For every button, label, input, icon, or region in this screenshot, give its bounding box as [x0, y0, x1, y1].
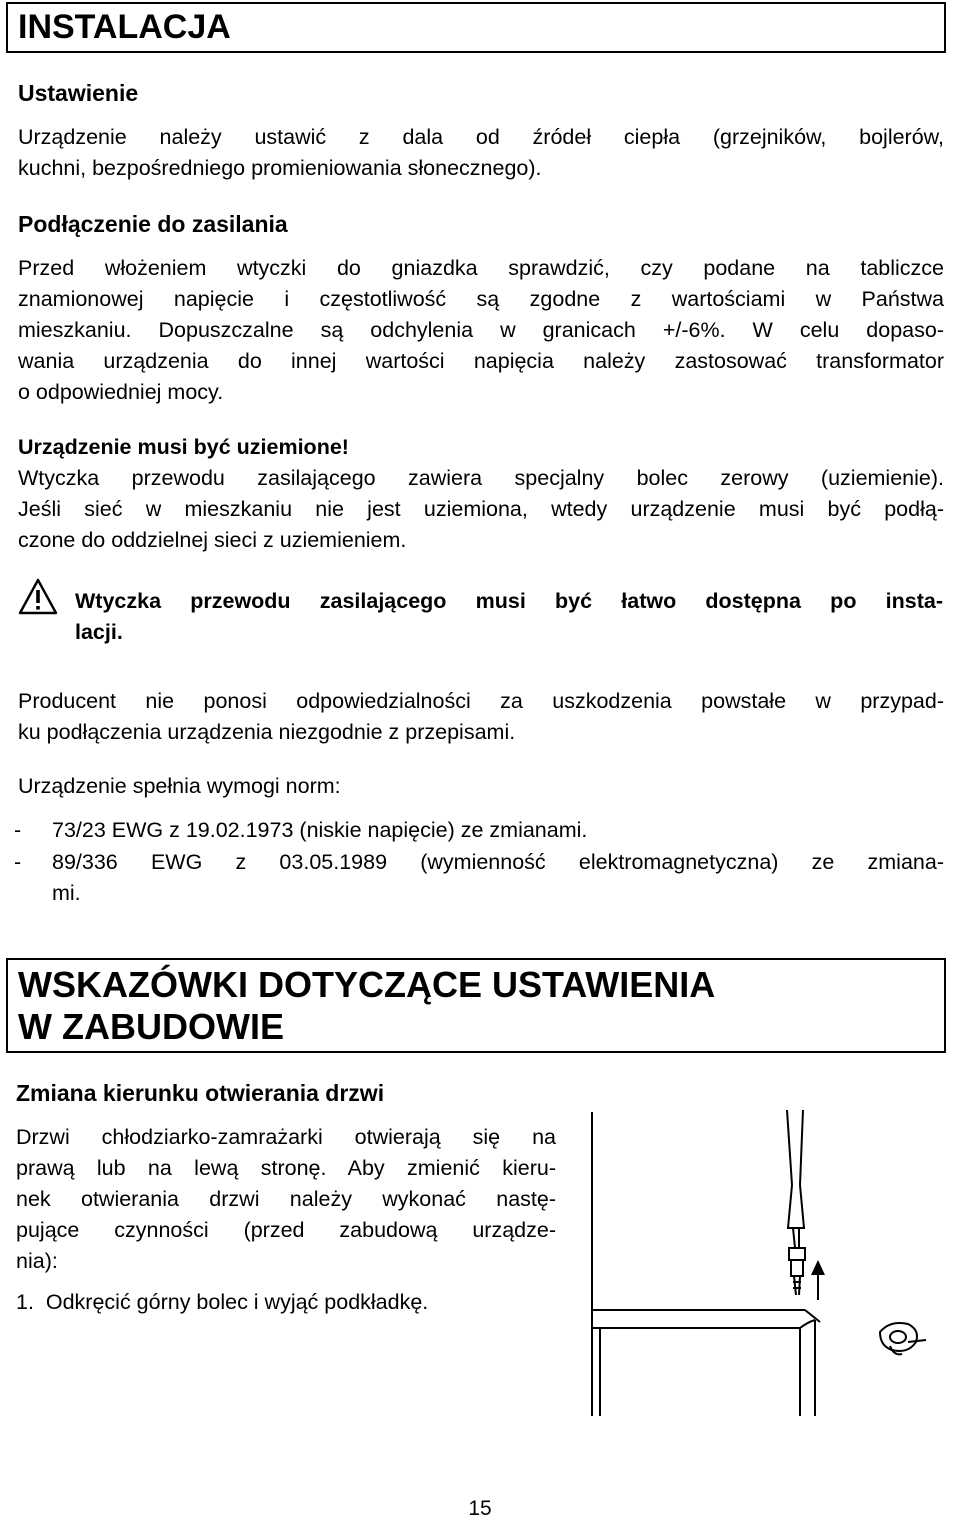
- text-line: Wtyczka przewodu zasilającego zawiera specjalny bolec zerowy (uziemienie).: [18, 466, 944, 490]
- section-title-line: WSKAZÓWKI DOTYCZĄCE USTAWIENIA: [18, 964, 716, 1005]
- step-1: 1. Odkręcić górny bolec i wyjąć podkładkę.: [16, 1290, 429, 1314]
- warning-text: [75, 586, 943, 648]
- grounding-warning-bold: Urządzenie musi być uziemione!: [18, 435, 349, 459]
- text-line: czone do oddzielnej sieci z uziemieniem.: [18, 528, 407, 552]
- page-number: 15: [468, 1497, 492, 1520]
- section-title-wskazowki: [6, 958, 946, 1053]
- text-line: lacji.: [75, 620, 123, 644]
- text-line: Przed włożeniem wtyczki do gniazdka sprawdzić, czy podane na tabliczce: [18, 256, 944, 280]
- text-line: prawą lub na lewą stronę. Aby zmienić kieru-: [16, 1156, 556, 1180]
- text-line: Jeśli sieć w mieszkaniu nie jest uziemiona, wtedy urządzenie musi być podłą-: [18, 497, 944, 521]
- text-line: wania urządzenia do innej wartości napięcia należy zastosować transformator: [18, 349, 944, 373]
- list-item-text: 73/23 EWG z 19.02.1973 (niskie napięcie) ze zmianami.: [52, 818, 588, 842]
- text-line: Producent nie ponosi odpowiedzialności za uszkodzenia powstałe w przypad-: [18, 689, 944, 713]
- text-line: o odpowiedniej mocy.: [18, 380, 224, 404]
- text-line: znamionowej napięcie i częstotliwość są zgodne z wartościami w Państwa: [18, 287, 944, 311]
- text-line: nia):: [16, 1249, 58, 1273]
- paragraph-uziemienie: [18, 432, 944, 556]
- section-title-instalacja: INSTALACJA: [6, 2, 946, 53]
- text-line: Wtyczka przewodu zasilającego musi być łatwo dostępna po insta-: [75, 589, 943, 613]
- heading-ustawienie: Ustawienie: [18, 80, 139, 106]
- text-line: kuchni, bezpośredniego promieniowania słonecznego).: [18, 156, 542, 180]
- section-title-line: W ZABUDOWIE: [18, 1006, 284, 1047]
- list-item-text: 89/336 EWG z 03.05.1989 (wymienność elektromagnetyczna) ze zmiana-: [52, 850, 944, 874]
- heading-zmiana-kierunku: Zmiana kierunku otwierania drzwi: [16, 1080, 385, 1106]
- paragraph-drzwi: [16, 1122, 556, 1277]
- text-line: mieszkaniu. Dopuszczalne są odchylenia w granicach +/-6%. W celu dopaso-: [18, 318, 944, 342]
- text-line: ku podłączenia urządzenia niezgodnie z przepisami.: [18, 720, 516, 744]
- heading-podlaczenie-do-zasilania: Podłączenie do zasilania: [18, 211, 288, 237]
- list-item-text: mi.: [52, 881, 81, 905]
- list-dash: -: [14, 818, 22, 842]
- text-line: Urządzenie należy ustawić z dala od źródeł ciepła (grzejników, bojlerów,: [18, 125, 944, 149]
- paragraph-producent: [18, 686, 944, 748]
- paragraph-ustawienie: [18, 122, 944, 184]
- list-dash: -: [14, 850, 22, 874]
- text-line: nek otwierania drzwi należy wykonać nastę-: [16, 1187, 556, 1211]
- hinge-screwdriver-illustration-icon: [590, 1110, 935, 1420]
- text-line: pujące czynności (przed zabudową urządze-: [16, 1218, 556, 1242]
- warning-triangle-icon: [18, 578, 58, 616]
- norms-intro: Urządzenie spełnia wymogi norm:: [18, 774, 341, 798]
- paragraph-zasilanie: [18, 253, 944, 408]
- text-line: Drzwi chłodziarko-zamrażarki otwierają się na: [16, 1125, 556, 1149]
